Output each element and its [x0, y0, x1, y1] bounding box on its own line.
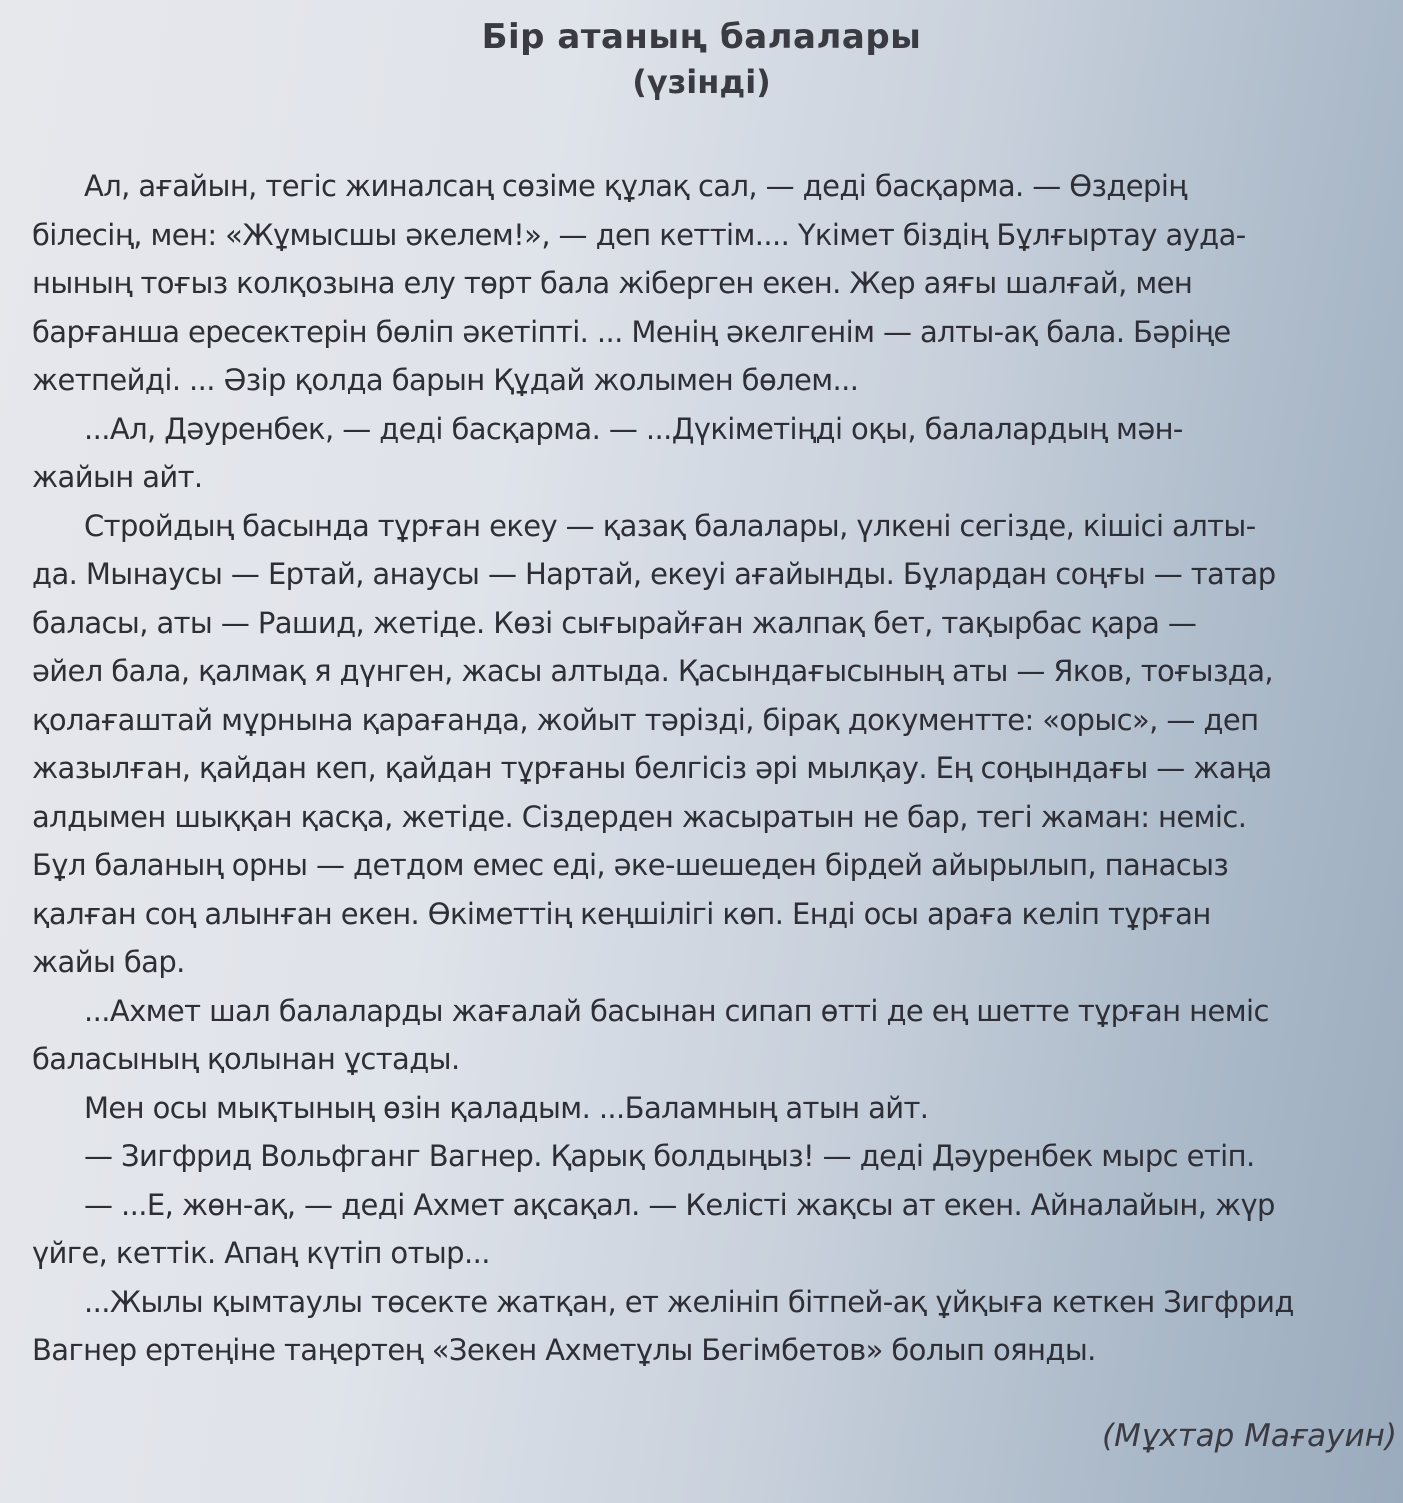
- text-line: білесің, мен: «Жұмысшы әкелем!», — деп кеттім.... Үкімет біздің Бұлғыртау ауда-: [32, 217, 1246, 252]
- text-line: баласы, аты — Рашид, жетіде. Көзі сығырайған жалпақ бет, тақырбас қара —: [32, 605, 1197, 640]
- text-line: Бұл баланың орны — детдом емес еді, әке-шешеден бірдей айырылып, панасыз: [32, 848, 1229, 882]
- text-line: ...Ал, Дәуренбек, — деді басқарма. — ...Дүкіметіңді оқы, балалардың мән-: [84, 411, 1183, 446]
- page-subtitle: (үзінді): [632, 63, 771, 101]
- text-line: Ал, ағайын, тегіс жиналсаң сөзіме құлақ сал, — деді басқарма. — Өздерің: [84, 169, 1187, 203]
- text-line: ...Жылы қымтаулы төсекте жатқан, ет желініп бітпей-ақ ұйқыға кеткен Зигфрид: [84, 1284, 1294, 1319]
- text-line: әйел бала, қалмақ я дүнген, жасы алтыда. Қасындағысының аты — Яков, тоғызда,: [32, 654, 1274, 688]
- text-line: алдымен шыққан қасқа, жетіде. Сіздерден жасыратын не бар, тегі жаман: неміс.: [32, 799, 1247, 834]
- text-line: жазылған, қайдан кеп, қайдан тұрғаны белгісіз әрі мылқау. Ең соңындағы — жаңа: [32, 751, 1272, 785]
- text-line: Стройдың басында тұрған екеу — қазақ балалары, үлкені сегізде, кішісі алты-: [84, 508, 1256, 543]
- text-line: Мен осы мықтының өзін қаладым. ...Баламның атын айт.: [84, 1090, 929, 1125]
- title-block: [0, 14, 1403, 104]
- text-line: жайын айт.: [32, 460, 203, 494]
- text-line: — Зигфрид Вольфганг Вагнер. Қарық болдыңыз! — деді Дәуренбек мырс етіп.: [84, 1139, 1255, 1173]
- text-line: жайы бар.: [32, 945, 185, 979]
- text-line: — ...Е, жөн-ақ, — деді Ахмет ақсақал. — Келісті жақсы ат екен. Айналайын, жүр: [84, 1187, 1275, 1222]
- text-line: барғанша ересектерін бөліп әкетіпті. ... Менің әкелгенім — алты-ақ бала. Бәріңе: [32, 314, 1231, 349]
- text-line: да. Мынаусы — Ертай, анаусы — Нартай, екеуі ағайынды. Бұлардан соңғы — татар: [32, 557, 1276, 591]
- text-line: үйге, кеттік. Апаң күтіп отыр...: [32, 1236, 490, 1270]
- text-line: ...Ахмет шал балаларды жағалай басынан сипап өтті де ең шетте тұрған неміс: [84, 993, 1269, 1028]
- text-line: Вагнер ертеңіне таңертең «Зекен Ахметұлы Бегімбетов» болып оянды.: [32, 1333, 1096, 1367]
- text-line: қалған соң алынған екен. Өкіметтің кеңшілігі көп. Енді осы араға келіп тұрған: [32, 896, 1211, 931]
- text-line: нының тоғыз колқозына елу төрт бала жіберген екен. Жер аяғы шалғай, мен: [32, 266, 1193, 300]
- excerpt-text: [32, 162, 1394, 1375]
- text-line: қолағаштай мұрнына қарағанда, жойыт тәрізді, бірақ документте: «орыс», — деп: [32, 702, 1259, 737]
- text-line: баласының қолынан ұстады.: [32, 1042, 460, 1076]
- page-title: Бір атаның балалары: [481, 17, 922, 57]
- text-line: жетпейді. ... Әзір қолда барын Құдай жолымен бөлем...: [32, 363, 859, 397]
- author-credit: (Мұхтар Мағауин): [1102, 1418, 1397, 1454]
